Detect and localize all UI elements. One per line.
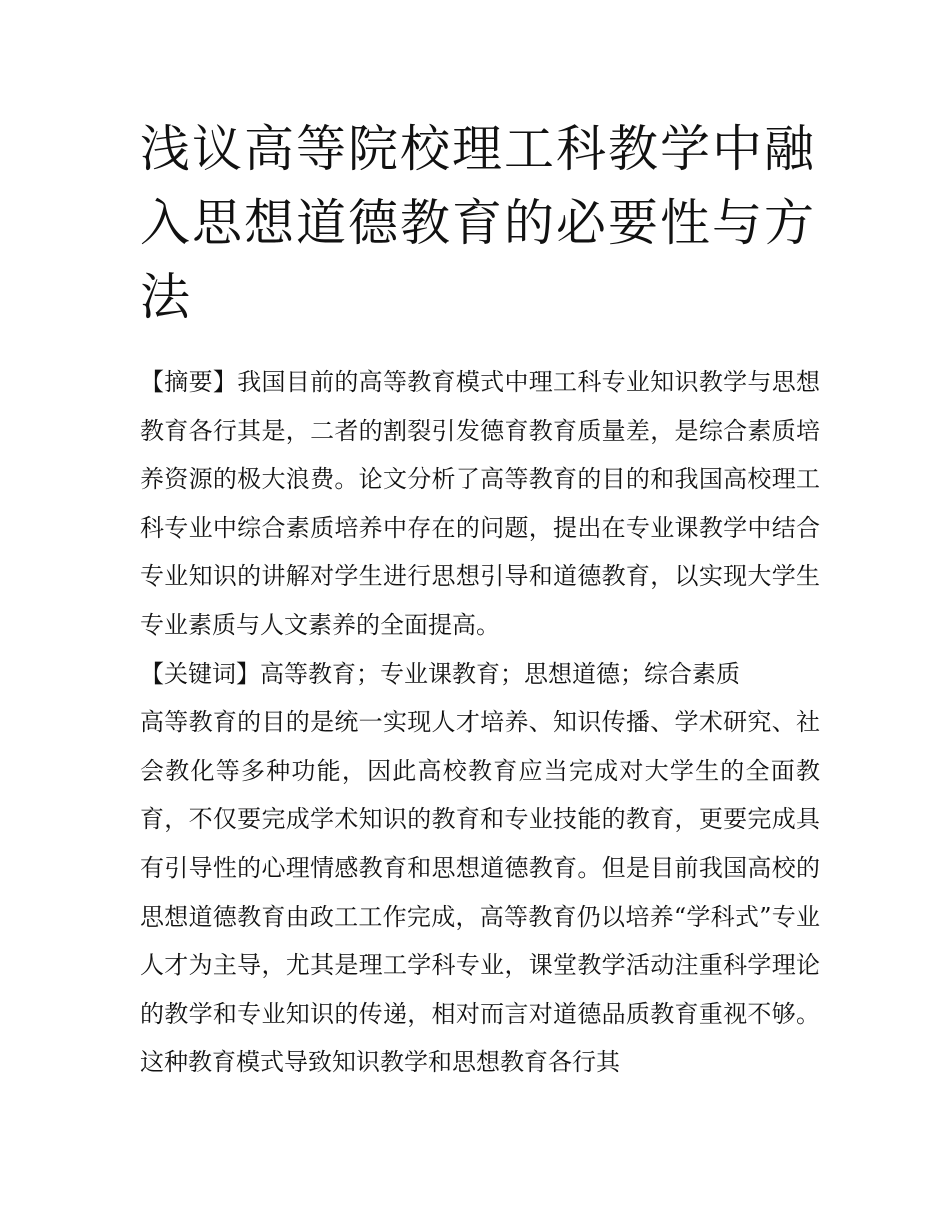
- document-title: 浅议高等院校理工科教学中融入思想道德教育的必要性与方法: [140, 120, 816, 326]
- abstract-text: 我国目前的高等教育模式中理工科专业知识教学与思想教育各行其是，二者的割裂引发德育教育质量差，是综合素质培养资源的极大浪费。论文分析了高等教育的目的和我国高校理工科专业中综合素质培养中存在的问题，提出在专业课教学中结合专业知识的讲解对学生进行思想引导和道德教育，以实现大学生专业素质与人文素养的全面提高。: [140, 368, 821, 639]
- body-paragraph: 高等教育的目的是统一实现人才培养、知识传播、学术研究、社会教化等多种功能，因此高校教育应当完成对大学生的全面教育，不仅要完成学术知识的教育和专业技能的教育，更要完成具有引导性的心理情感教育和思想道德教育。但是目前我国高校的思想道德教育由政工工作完成，高等教育仍以培养“学科式”专业人才为主导，尤其是理工学科专业，课堂教学活动注重科学理论的教学和专业知识的传递，相对而言对道德品质教育重视不够。这种教育模式导致知识教学和思想教育各行其: [140, 708, 820, 1077]
- document-body: [140, 358, 820, 1087]
- abstract-label: 【摘要】: [140, 368, 238, 396]
- keywords-text: 高等教育；专业课教育；思想道德；综合素质: [260, 659, 740, 688]
- abstract-paragraph: [140, 358, 820, 650]
- keywords-paragraph: [140, 650, 820, 699]
- keywords-label: 【关键词】: [140, 659, 260, 688]
